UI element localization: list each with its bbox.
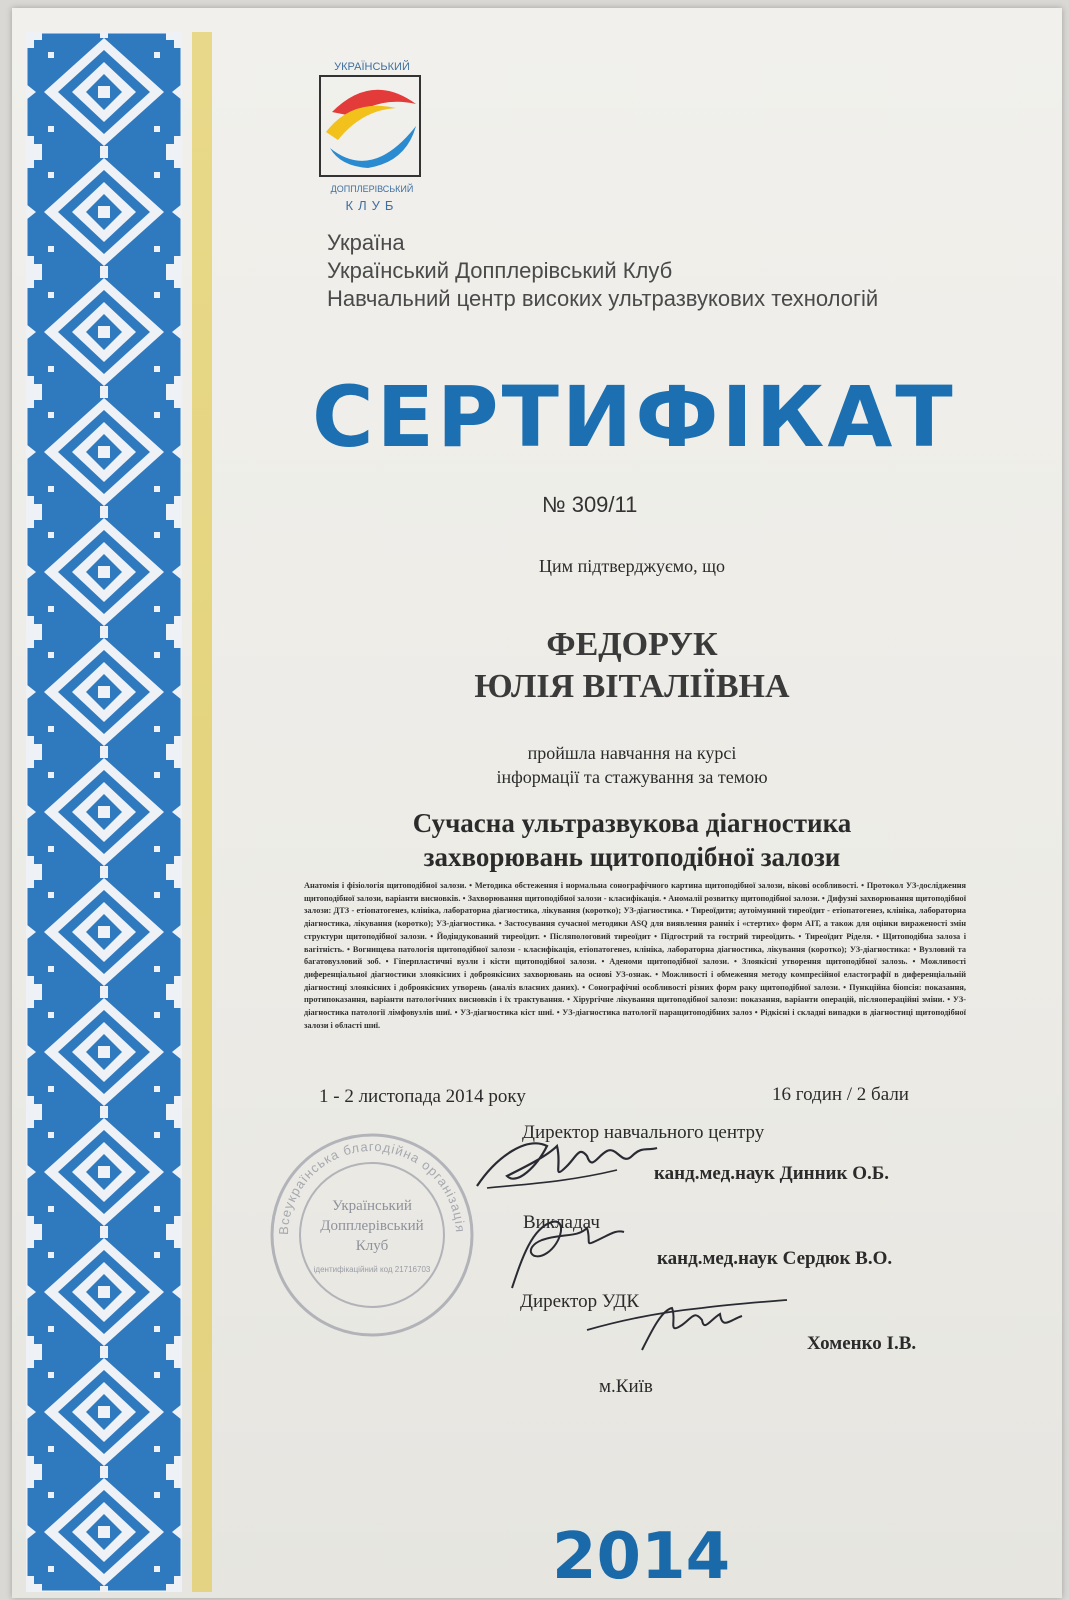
city: м.Київ: [599, 1376, 653, 1397]
certificate-title: СЕРТИФІКАТ: [312, 368, 956, 466]
header-country: Україна: [327, 230, 405, 255]
certificate-sheet: [12, 8, 1062, 1598]
lecturer-name: канд.мед.наук Сердюк В.О.: [657, 1248, 893, 1269]
stamp-line-3: Клуб: [355, 1238, 389, 1254]
club-logo-icon: [312, 52, 432, 222]
recipient-given-names: ЮЛІЯ ВІТАЛІЇВНА: [474, 668, 790, 705]
director-center-name: канд.мед.наук Динник О.Б.: [654, 1163, 890, 1184]
confirm-text: Цим підтверджуємо, що: [539, 556, 725, 576]
logo-middle-text: ДОППЛЕРІВСЬКИЙ: [330, 184, 414, 194]
stamp-ring-text: Всеукраїнська благодійна організація: [275, 1138, 469, 1236]
stamp-code: ідентифікаційний код 21716703: [313, 1265, 431, 1274]
director-udk-name: Хоменко І.В.: [807, 1333, 917, 1354]
director-udk-role: Директор УДК: [520, 1291, 640, 1312]
course-dates: 1 - 2 листопада 2014 року: [319, 1086, 526, 1107]
recipient-surname: ФЕДОРУК: [546, 626, 718, 663]
logo-top-text: УКРАЇНСЬКИЙ: [334, 61, 410, 73]
stamp-icon: [267, 1130, 477, 1340]
certificate-year: 2014: [552, 1520, 731, 1594]
header-organization: Український Допплерівський Клуб: [327, 258, 673, 283]
ornament-band: [26, 32, 182, 1592]
header-center: Навчальний центр високих ультразвукових технологій: [327, 286, 879, 311]
stamp-line-2: Допплерівський: [320, 1218, 424, 1234]
syllabus-text: Анатомія і фізіологія щитоподібної залози. • Методика обстеження і нормальна сонографічного картина щитоподібної залози, вікові особливості. • Протокол УЗ-дослідження щитоподібної залози, варіанти висновків. • Захворювання щитоподібної залози - класифікація. • Аномалії розвитку щитоподібної залози. • Дифузні захворювання щитоподібної залози: ДТЗ - етіопатогенез, клініка, лабораторна діагностика, лікування (коротко); УЗ-діагностика. • Тиреоїдити; аутоімунний тиреоїдит - етіопатогенез, клініка, лабораторна діагностика, лікування (коротко); УЗ-діагностика. • Застосування сучасної методики ASQ для виявлення ранніх і «стертих» форм АІТ, а також для оцінки вираженості змін структури щитоподібної залози. • Йодіндукований тиреоїдит. • Післяпологовий тиреоїдит • Підгострий та гострий тиреоїдить. • Тиреоїдит Ріделя. • Щитоподібна залоза і вагітність. • Вогнищева патологія щитоподібної залози - класифікація, етіопатогенез, клініка, лабораторна діагностика, лікування (коротко); УЗ-діагностика: • Вузловий та багатовузловий зоб. • Гіперпластичні вузли і кісти щитоподібної залози. • Аденоми щитоподібної залози. • Злоякісні утворення щитоподібної залозь. • Можливості диференціальної діагностики злоякісних і доброякісних захворювань на основі УЗ-ознак. • Можливості і обмеження методу компресійної еластографії в диференціальній діагностиці злоякісних і доброякісних утворень (аналіз власних даних). • Сонографічні особливості різних форм раку щитоподібної залози. • Пункційна біопсія: показання, протипоказання, варіанти патологічних висновків і їх трактування. • Хірургічне лікування щитоподібної залози: показання, варіанти операцій, післяопераційні зміни. • УЗ-діагностика патології лімфовузлів шиї. • УЗ-діагностика кіст шиї. • УЗ-діагностика патології паращитоподібних залоз • Рідкісні і складні випадки в діагностиці щитоподібної залози і області шиї.: [304, 881, 966, 1030]
logo-bottom-text: КЛУБ: [345, 198, 399, 213]
director-center-role: Директор навчального центру: [522, 1122, 765, 1143]
topic-title-1: Сучасна ультразвукова діагностика: [412, 808, 852, 838]
topic-title-2: захворювань щитоподібної залози: [423, 842, 841, 872]
course-text-2: інформації та стажування за темою: [496, 767, 768, 787]
lecturer-role: Викладач: [523, 1212, 600, 1233]
yellow-stripe: [192, 32, 212, 1592]
stamp-line-1: Український: [332, 1198, 412, 1214]
course-hours: 16 годин / 2 бали: [772, 1084, 909, 1105]
course-text-1: пройшла навчання на курсі: [527, 743, 737, 763]
certificate-number: № 309/11: [542, 492, 638, 517]
